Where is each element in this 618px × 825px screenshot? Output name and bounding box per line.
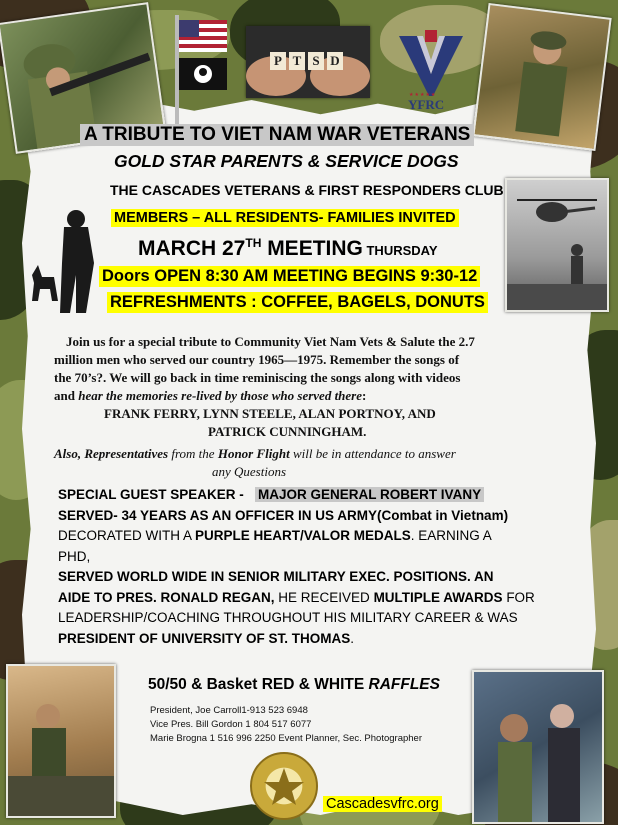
speaker-line — [58, 588, 573, 609]
speaker-bold: PURPLE HEART/VALOR MEDALS — [195, 528, 411, 543]
speaker-bold: MULTIPLE AWARDS — [373, 589, 503, 605]
event-description — [54, 333, 574, 441]
desc-line — [54, 387, 574, 405]
pow-mia-flag-icon — [179, 58, 227, 90]
desc-text: and — [54, 388, 79, 403]
ptsd-tile: S — [308, 52, 324, 70]
speaker-text: FOR — [502, 589, 535, 605]
note-line — [54, 445, 574, 463]
raffle-line — [148, 676, 440, 694]
note-bold: Also, Representatives — [54, 446, 172, 461]
gold-star-seal-icon — [250, 752, 318, 820]
speaker-line: SERVED- 34 YEARS AS AN OFFICER IN US ARMY(Combat in Vietnam) — [58, 507, 509, 523]
us-flag-icon — [179, 20, 227, 52]
page-subtitle — [114, 151, 459, 172]
honor-flight-note — [54, 445, 574, 481]
page-title: A TRIBUTE TO VIET NAM WAR VETERANS — [80, 124, 474, 146]
note-bold: Honor Flight — [217, 446, 290, 461]
speaker-text: DECORATED WITH A — [58, 528, 196, 543]
raffle-text: 50/50 & Basket RED & WHITE — [148, 676, 369, 693]
note-text: from the — [171, 446, 218, 461]
desc-italic: hear the memories re-lived by those who served there — [78, 388, 363, 403]
speaker-line: PHD, — [58, 548, 91, 564]
meeting-day: THURSDAY — [362, 243, 438, 258]
note-line: any Questions — [212, 464, 287, 479]
desc-line: Join us for a special tribute to Community Viet Nam Vets & Salute the 2.7 — [66, 334, 475, 349]
desc-text: : — [362, 388, 367, 403]
speaker-line: SERVED WORLD WIDE IN SENIOR MILITARY EXEC. POSITIONS. AN — [58, 569, 494, 584]
ptsd-tile: T — [289, 52, 305, 70]
contact-item: President, Joe Carroll1-913 523 6948 — [150, 705, 308, 716]
club-name: THE CASCADES VETERANS & FIRST RESPONDERS CLUB — [110, 182, 504, 198]
speaker-name: MAJOR GENERAL ROBERT IVANY — [255, 487, 484, 502]
logo-text: YFRC — [408, 97, 445, 112]
subtitle-text: GOLD STAR PARENTS & SERVICE DOGS — [114, 151, 459, 171]
website-link[interactable]: Cascadesvfrc.org — [323, 796, 442, 812]
raffle-italic: RAFFLES — [368, 676, 440, 693]
refreshments-banner: REFRESHMENTS : COFFEE, BAGELS, DONUTS — [107, 292, 488, 313]
speaker-line — [58, 629, 573, 650]
soldier-jungle-photo — [472, 3, 611, 151]
veteran-names: FRANK FERRY, LYNN STEELE, ALAN PORTNOY, AND — [104, 406, 436, 421]
vfrc-logo — [395, 30, 467, 112]
ptsd-tile: P — [270, 52, 286, 70]
soldier-jeep-photo — [6, 664, 116, 818]
speaker-line — [58, 526, 573, 547]
meeting-date-text: MARCH 27 — [138, 237, 246, 260]
speaker-text: . EARNING A — [410, 528, 492, 543]
helicopter-photo — [505, 178, 609, 312]
logo-stars: ★★★★★ — [409, 92, 437, 98]
speaker-label: SPECIAL GUEST SPEAKER - — [58, 487, 256, 502]
meeting-label: MEETING — [261, 237, 363, 260]
ptsd-hands-photo — [246, 26, 370, 98]
invited-banner: MEMBERS – ALL RESIDENTS- FAMILIES INVITED — [111, 209, 459, 227]
contact-item: Vice Pres. Bill Gordon 1 804 517 6077 — [150, 719, 312, 730]
contact-item: Marie Brogna 1 516 996 2250 Event Planner, Sec. Photographer — [150, 733, 422, 744]
doors-banner: Doors OPEN 8:30 AM MEETING BEGINS 9:30-12 — [99, 266, 480, 287]
vietnam-wall-photo — [472, 670, 604, 824]
speaker-line — [58, 485, 573, 506]
meeting-date-suffix: TH — [245, 236, 262, 250]
speaker-section — [58, 485, 573, 649]
speaker-bold: AIDE TO PRES. RONALD REGAN, — [58, 589, 279, 605]
speaker-text: . — [350, 630, 355, 646]
soldier-dog-silhouette — [24, 205, 114, 315]
contacts-list — [150, 704, 422, 746]
speaker-text: HE RECEIVED — [278, 589, 374, 605]
veteran-names: PATRICK CUNNINGHAM. — [208, 424, 367, 439]
ptsd-tile: D — [327, 52, 343, 70]
speaker-line: LEADERSHIP/COACHING THROUGHOUT HIS MILITARY CAREER & WAS — [58, 610, 518, 625]
desc-line: the 70’s?. We will go back in time reminiscing the songs along with videos — [54, 370, 461, 385]
meeting-date — [138, 236, 438, 261]
note-text: will be in attendance to answer — [289, 446, 456, 461]
speaker-bold: PRESIDENT OF UNIVERSITY OF ST. THOMAS — [58, 630, 351, 646]
desc-line: million men who served our country 1965—1975. Remember the songs of — [54, 352, 460, 367]
